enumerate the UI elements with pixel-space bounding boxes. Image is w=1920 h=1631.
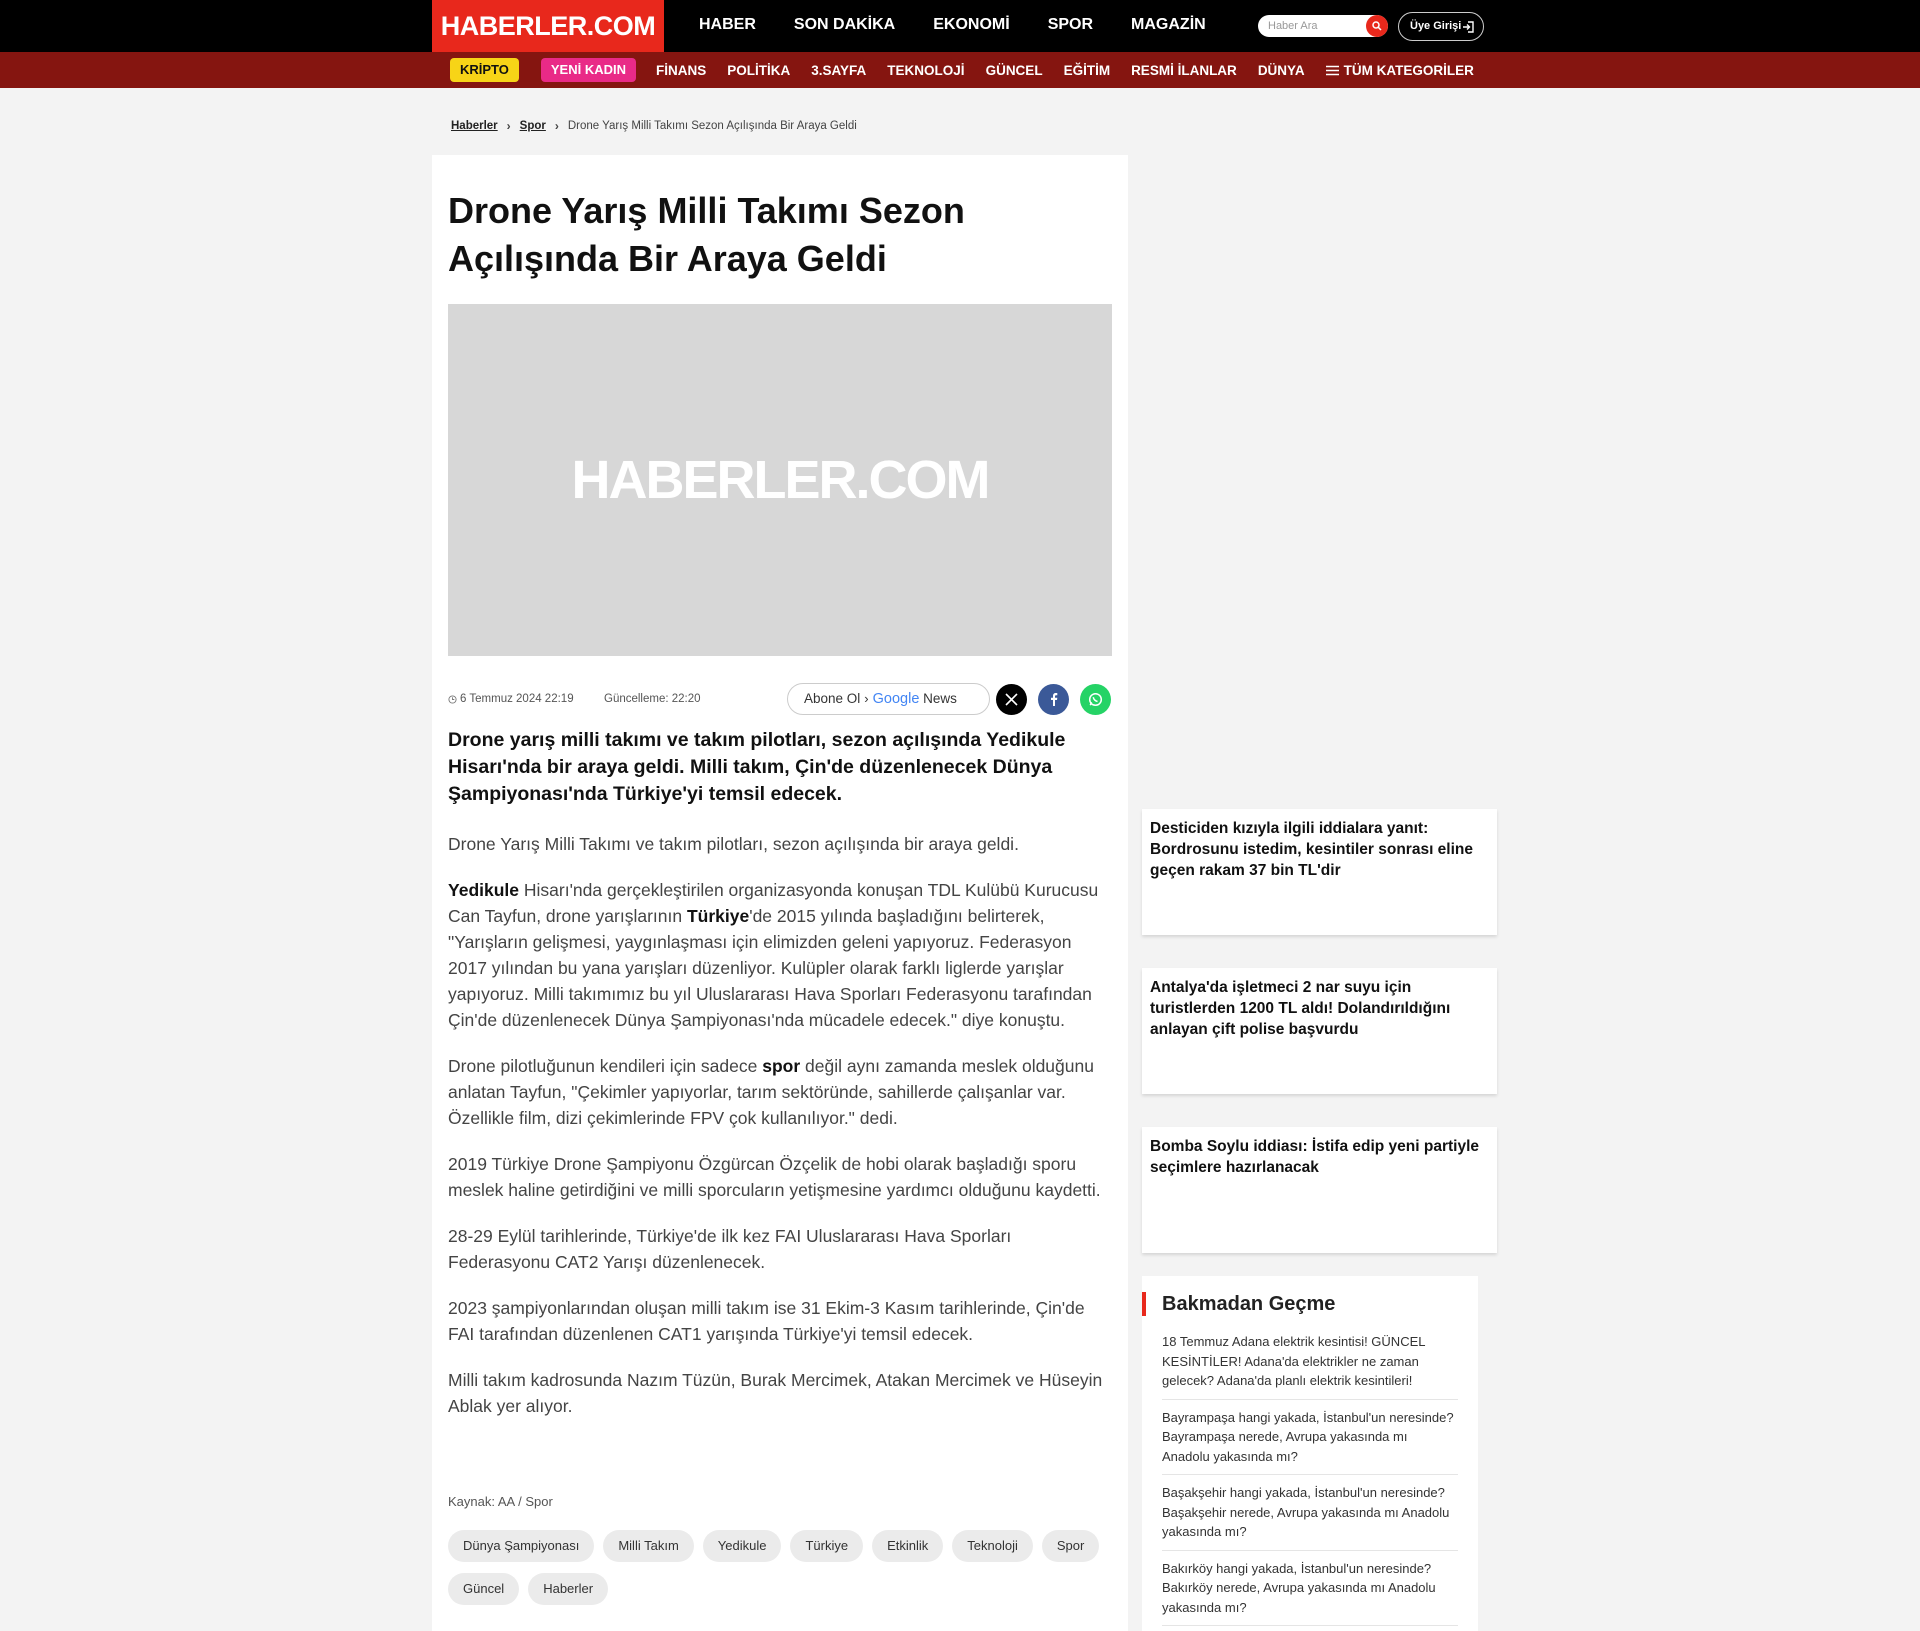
article-meta (448, 681, 1112, 717)
tag[interactable]: Spor (1042, 1530, 1099, 1562)
search-input[interactable] (1258, 15, 1388, 37)
publish-date-text: 6 Temmuz 2024 22:19 (460, 693, 574, 705)
update-time: Güncelleme: 22:20 (604, 693, 701, 705)
paragraph: Milli takım kadrosunda Nazım Tüzün, Burak Mercimek, Atakan Mercimek ve Hüseyin Ablak yer alıyor. (448, 1370, 1103, 1416)
breadcrumb-section[interactable]: Spor (519, 120, 546, 132)
google-news-follow-button[interactable] (787, 683, 990, 715)
keyword-link[interactable]: spor (762, 1056, 801, 1076)
article-body (448, 831, 1112, 1439)
sidebar-news-card[interactable] (1142, 1127, 1497, 1253)
tag[interactable]: Teknoloji (952, 1530, 1033, 1562)
cat-all[interactable] (1326, 63, 1474, 78)
login-label: Üye Girişi (1410, 20, 1462, 32)
breadcrumb-current: Drone Yarış Milli Takımı Sezon Açılışında Bir Araya Geldi (567, 120, 857, 132)
cat-finans[interactable]: FİNANS (656, 62, 707, 78)
share-whatsapp-button[interactable] (1080, 684, 1111, 715)
chevron-right-icon: › (554, 119, 559, 133)
search-icon (1372, 21, 1382, 31)
breadcrumb-home[interactable]: Haberler (451, 120, 498, 132)
cat-teknoloji[interactable]: TEKNOLOJİ (887, 62, 965, 78)
bakmadan-gecme-box (1142, 1276, 1478, 1631)
gnews-news: News (923, 691, 957, 706)
x-icon (1004, 692, 1019, 707)
login-button[interactable] (1398, 12, 1484, 41)
sidebar-news-title: Desticiden kızıyla ilgili iddialara yanıt: Bordrosunu istedim, kesintiler sonrası eline geçen rakam 37 bin TL'dir (1150, 820, 1474, 879)
sidebar-news-card[interactable] (1142, 968, 1497, 1094)
site-logo[interactable]: HABERLER.COM (432, 0, 664, 52)
tag[interactable]: Dünya Şampiyonası (448, 1530, 594, 1562)
share-facebook-button[interactable] (1038, 684, 1069, 715)
article-title: Drone Yarış Milli Takımı Sezon Açılışında Bir Araya Geldi (448, 190, 965, 279)
paragraph: Drone pilotluğunun kendileri için sadece spor değil aynı zamanda meslek olduğunu anlatan Tayfun, "Çekimler yapıyorlar, tarım sektöründe, sahillerde çalışanlar var. Özellikle film, dizi çekimlerinde FPV çok kullanılıyor." dedi. (448, 1056, 1094, 1128)
main-nav (680, 0, 1225, 52)
nav-magazin[interactable]: MAGAZİN (1131, 16, 1206, 33)
article-summary: Drone yarış milli takımı ve takım pilotları, sezon açılışında Yedikule Hisarı'nda bir araya geldi. Milli takım, Çin'de düzenlenecek Dünya Şampiyonası'nda Türkiye'yi temsil edecek. (448, 729, 1066, 805)
search-button[interactable] (1366, 15, 1388, 37)
nav-ekonomi[interactable]: EKONOMİ (933, 16, 1010, 33)
menu-icon (1326, 65, 1339, 76)
sidebar-news-card[interactable] (1142, 809, 1497, 935)
whatsapp-icon (1088, 692, 1103, 707)
paragraph: Drone Yarış Milli Takımı ve takım pilotları, sezon açılışında bir araya geldi. (448, 834, 1019, 854)
category-bar (0, 52, 1920, 88)
article-image (448, 304, 1112, 656)
article-source: Kaynak: AA / Spor (448, 1494, 553, 1509)
facebook-icon (1046, 692, 1061, 707)
nav-spor[interactable]: SPOR (1047, 16, 1094, 33)
list-item[interactable]: Bayrampaşa hangi yakada, İstanbul'un neresinde? Bayrampaşa nerede, Avrupa yakasında mı Anadolu yakasında mı? (1162, 1400, 1458, 1476)
publish-date (448, 681, 574, 717)
tag[interactable]: Haberler (528, 1573, 608, 1605)
cat-dunya[interactable]: DÜNYA (1257, 62, 1305, 78)
chevron-right-icon: › (506, 119, 511, 133)
nav-haber[interactable]: HABER (699, 16, 756, 33)
tag[interactable]: Güncel (448, 1573, 519, 1605)
cat-kripto[interactable]: KRİPTO (450, 58, 519, 82)
tag[interactable]: Etkinlik (872, 1530, 943, 1562)
tag[interactable]: Türkiye (790, 1530, 863, 1562)
cat-guncel[interactable]: GÜNCEL (985, 62, 1043, 78)
paragraph: 28-29 Eylül tarihlerinde, Türkiye'de ilk kez FAI Uluslararası Hava Sporları Federasyonu CAT2 Yarışı düzenlenecek. (448, 1226, 1012, 1272)
keyword-link[interactable]: Türkiye (686, 906, 750, 926)
sidebar-news-title: Antalya'da işletmeci 2 nar suyu için turistlerden 1200 TL aldı! Dolandırıldığını anlayan çift polise başvurdu (1150, 979, 1451, 1038)
cat-all-label: TÜM KATEGORİLER (1343, 62, 1474, 78)
nav-son-dakika[interactable]: SON DAKİKA (793, 16, 896, 33)
search-placeholder: Haber Ara (1268, 20, 1318, 32)
cat-yeni-kadin[interactable]: YENİ KADIN (541, 58, 636, 82)
cat-resmi-ilanlar[interactable]: RESMİ İLANLAR (1131, 62, 1237, 78)
chevron-right-icon: › (864, 691, 869, 706)
list-item[interactable]: Bakırköy hangi yakada, İstanbul'un neresinde? Bakırköy nerede, Avrupa yakasında mı Anadolu yakasında mı? (1162, 1551, 1458, 1627)
breadcrumb (451, 119, 857, 133)
bakmadan-gecme-list (1162, 1332, 1458, 1626)
login-icon (1462, 21, 1474, 33)
sidebar-news-title: Bomba Soylu iddiası: İstifa edip yeni partiyle seçimlere hazırlanacak (1150, 1138, 1480, 1176)
cat-egitim[interactable]: EĞİTİM (1063, 62, 1111, 78)
tag[interactable]: Yedikule (703, 1530, 782, 1562)
share-x-button[interactable] (996, 684, 1027, 715)
cat-politika[interactable]: POLİTİKA (727, 62, 791, 78)
bakmadan-gecme-title: Bakmadan Geçme (1142, 1292, 1335, 1316)
tag-list (448, 1530, 1112, 1616)
top-header (0, 0, 1920, 52)
article-card (432, 155, 1128, 1631)
paragraph: Yedikule Hisarı'nda gerçekleştirilen organizasyonda konuşan TDL Kulübü Kurucusu Can Tayfun, drone yarışlarının Türkiye'de 2015 yılında başladığını belirterek, "Yarışların gelişmesi, yaygınlaşması için elimizden geleni yapıyoruz. Federasyon 2017 yılından bu yana yarışları düzenliyor. Kulüpler olarak farklı liglerde yarışlar yapıyoruz. Milli takımımız bu yıl Uluslararası Hava Sporları Federasyonu tarafından Çin'de düzenlenecek Dünya Şampiyonası'nda mücadele edecek." diye konuştu. (448, 880, 1099, 1030)
gnews-label: Abone Ol (804, 691, 861, 706)
clock-icon (448, 695, 457, 704)
google-logo: Google (872, 691, 920, 707)
list-item[interactable]: Başakşehir hangi yakada, İstanbul'un neresinde? Başakşehir nerede, Avrupa yakasında mı Anadolu yakasında mı? (1162, 1475, 1458, 1551)
paragraph: 2023 şampiyonlarından oluşan milli takım ise 31 Ekim-3 Kasım tarihlerinde, Çin'de FAI tarafından düzenlenen CAT1 yarışında Türkiye'yi temsil edecek. (448, 1298, 1085, 1344)
cat-3sayfa[interactable]: 3.SAYFA (811, 62, 867, 78)
tag[interactable]: Milli Takım (603, 1530, 693, 1562)
keyword-link[interactable]: Yedikule (448, 880, 520, 900)
image-watermark: HABERLER.COM (571, 450, 989, 510)
paragraph: 2019 Türkiye Drone Şampiyonu Özgürcan Özçelik de hobi olarak başladığı sporu meslek haline getirdiğini ve milli sporcuların yetişmesine yardımcı olduğunu kaydetti. (448, 1154, 1101, 1200)
list-item[interactable]: 18 Temmuz Adana elektrik kesintisi! GÜNCEL KESİNTİLER! Adana'da elektrikler ne zaman gelecek? Adana'da planlı elektrik kesintileri! (1162, 1332, 1458, 1400)
